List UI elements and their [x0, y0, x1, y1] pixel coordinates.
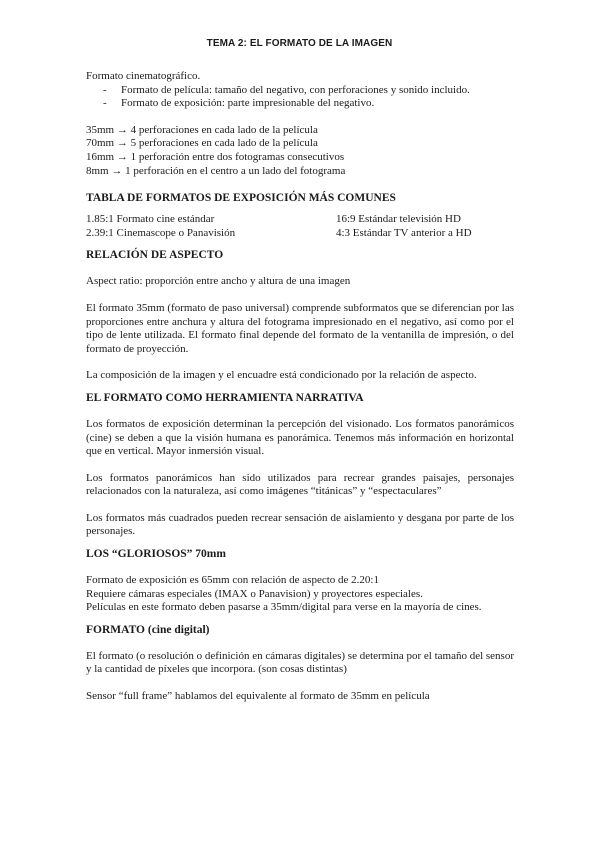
document-body — [86, 70, 514, 704]
paragraph-line: Requiere cámaras especiales (IMAX o Panavision) y proyectores especiales. — [86, 587, 423, 600]
dash-bullet: - — [103, 97, 107, 110]
table-cell: 1.85:1 Formato cine estándar — [86, 213, 215, 226]
page-title: TEMA 2: EL FORMATO DE LA IMAGEN — [206, 38, 393, 49]
formats-table-row — [86, 213, 514, 227]
section-heading-tabla: TABLA DE FORMATOS DE EXPOSICIÓN MÁS COMUNES — [86, 192, 396, 205]
paragraph-line: Películas en este formato deben pasarse a 35mm/digital para verse en la mayoría de cines. — [86, 601, 482, 614]
table-cell: 2.39:1 Cinemascope o Panavisión — [86, 226, 236, 239]
table-cell: 16:9 Estándar televisión HD — [336, 213, 461, 226]
paragraph: Los formatos de exposición determinan la percepción del visionado. Los formatos panorámicos (cine) se deben a que la visión humana es panorámica. Tenemos más información en horizontal que en vertical. Mayor inmersión visual. — [86, 417, 514, 458]
paragraph-line: Formato de exposición es 65mm con relación de aspecto de 2.20:1 — [86, 574, 379, 587]
section-heading-digital: FORMATO (cine digital) — [86, 623, 210, 636]
intro-heading: Formato cinematográfico. — [86, 70, 201, 82]
paragraph: Los formatos más cuadrados pueden recrear sensación de aislamiento y desgana por parte de los personajes. — [86, 511, 514, 538]
paragraph: El formato 35mm (formato de paso universal) comprende subformatos que se diferencian por las proporciones entre anchura y altura del fotograma impresionado en el negativo, así como por el tipo de lente utilizada. El formato final depende del formato de la ventanilla de impresión, o del formato de proyección. — [86, 301, 514, 355]
perforation-line: 8mm → 1 perforación en el centro a un lado del fotograma — [86, 164, 346, 177]
perforation-line: 70mm → 5 perforaciones en cada lado de la película — [86, 137, 318, 150]
paragraph: Aspect ratio: proporción entre ancho y altura de una imagen — [86, 275, 351, 288]
paragraph: La composición de la imagen y el encuadre está condicionado por la relación de aspecto. — [86, 369, 477, 382]
dash-bullet: - — [103, 83, 107, 96]
formats-table-row — [86, 227, 514, 241]
section-heading-narrativa: EL FORMATO COMO HERRAMIENTA NARRATIVA — [86, 391, 364, 404]
paragraph: Sensor “full frame” hablamos del equivalente al formato de 35mm en película — [86, 690, 430, 703]
paragraph: Los formatos panorámicos han sido utilizados para recrear grandes paisajes, personajes relacionados con la naturaleza, así como imágenes “titánicas” y “espectaculares” — [86, 471, 514, 498]
intro-list — [86, 84, 514, 111]
table-cell: 4:3 Estándar TV anterior a HD — [336, 226, 472, 239]
paragraph: El formato (o resolución o definición en cámaras digitales) se determina por el tamaño del sensor y la cantidad de píxeles que incorpora. (son cosas distintas) — [86, 649, 514, 676]
list-item: - Formato de exposición: parte impresionable del negativo. — [103, 97, 375, 110]
section-heading-relacion: RELACIÓN DE ASPECTO — [86, 249, 224, 262]
section-heading-gloriosos: LOS “GLORIOSOS” 70mm — [86, 548, 226, 561]
perforation-line: 35mm → 4 perforaciones en cada lado de la película — [86, 123, 318, 136]
perforation-line: 16mm → 1 perforación entre dos fotogramas consecutivos — [86, 150, 345, 163]
list-item: - Formato de película: tamaño del negativo, con perforaciones y sonido incluido. — [103, 83, 470, 96]
